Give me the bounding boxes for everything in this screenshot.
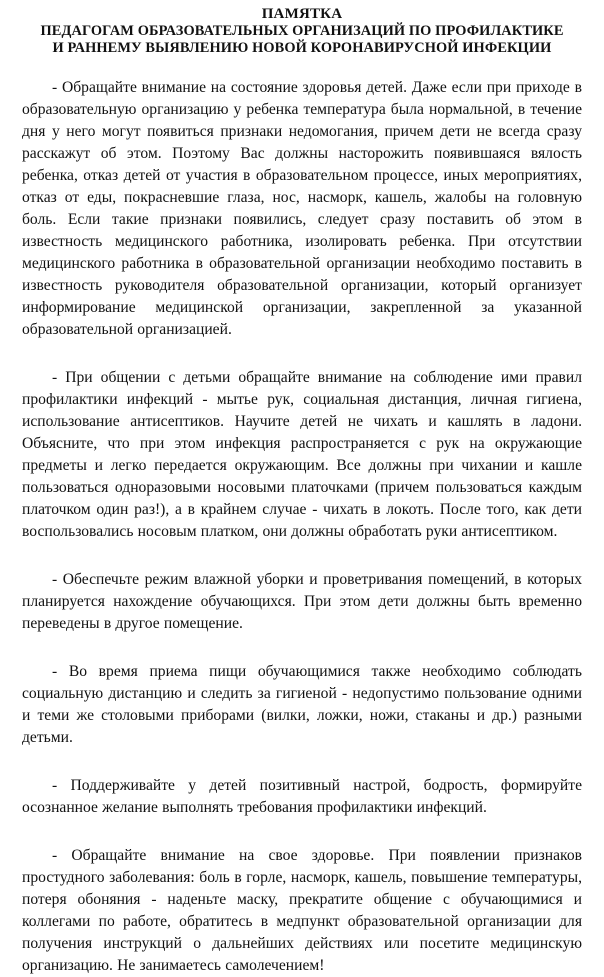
memo-title: ПАМЯТКА [261,6,343,22]
paragraph-positive-mood: - Поддерживайте у детей позитивный настрой, бодрость, формируйте осознанное желание выполнять требования профилактики инфекций. [22,777,582,816]
memo-body [22,77,582,977]
memo-header [22,6,582,57]
paragraph-infection-prevention-rules: - При общении с детьми обращайте внимание на соблюдение ими правил профилактики инфекций - мытье рук, социальная дистанция, личная гигиена, использование антисептиков. Научите детей не чихать и кашлять в ладони. Объясните, что при этом инфекция распространяется с рук на окружающие предметы и легко передается окружающим. Все должны при чихании и кашле пользоваться одноразовыми носовыми платочками (причем пользоваться каждым платочком один раз!), а в крайнем случае - чихать в локоть. После того, как дети воспользовались носовым платком, они должны обработать руки антисептиком. [22,369,582,540]
paragraph-meal-hygiene: - Во время приема пищи обучающимися также необходимо соблюдать социальную дистанцию и следить за гигиеной - недопустимо пользование одними и теми же столовыми приборами (вилки, ложки, ножи, стаканы и др.) разными детьми. [22,663,582,746]
paragraph-own-health: - Обращайте внимание на свое здоровье. При появлении признаков простудного заболевания: боль в горле, насморк, кашель, повышение температуры, потеря обоняния - наденьте маску, прекратите общение с обучающимися и коллегами по работе, обратитесь в медпункт образовательной организации для получения инструкций о дальнейших действиях или посетите медицинскую организацию. Не занимаетесь самолечением! [22,847,582,974]
memo-subtitle-line-1: ПЕДАГОГАМ ОБРАЗОВАТЕЛЬНЫХ ОРГАНИЗАЦИЙ ПО ПРОФИЛАКТИКЕ [40,23,564,39]
paragraph-cleaning-ventilation: - Обеспечьте режим влажной уборки и проветривания помещений, в которых планируется нахождение обучающихся. При этом дети должны быть временно переведены в другое помещение. [22,571,582,632]
paragraph-health-monitoring: - Обращайте внимание на состояние здоровья детей. Даже если при приходе в образовательную организацию у ребенка температура была нормальной, в течение дня у него могут появиться признаки недомогания, причем дети не всегда сразу расскажут об этом. Поэтому Вас должны насторожить появившаяся вялость ребенка, отказ детей от участия в образовательном процессе, иных мероприятиях, отказ от еды, покрасневшие глаза, нос, насморк, кашель, жалобы на головную боль. Если такие признаки появились, следует сразу поставить об этом в известность медицинского работника, изолировать ребенка. При отсутствии медицинского работника в образовательной организации необходимо поставить в известность руководителя образовательной организации, который организует информирование медицинской организации, закрепленной за указанной образовательной организацией. [22,79,582,338]
memo-subtitle-line-2: И РАННЕМУ ВЫЯВЛЕНИЮ НОВОЙ КОРОНАВИРУСНОЙ ИНФЕКЦИИ [52,40,552,56]
